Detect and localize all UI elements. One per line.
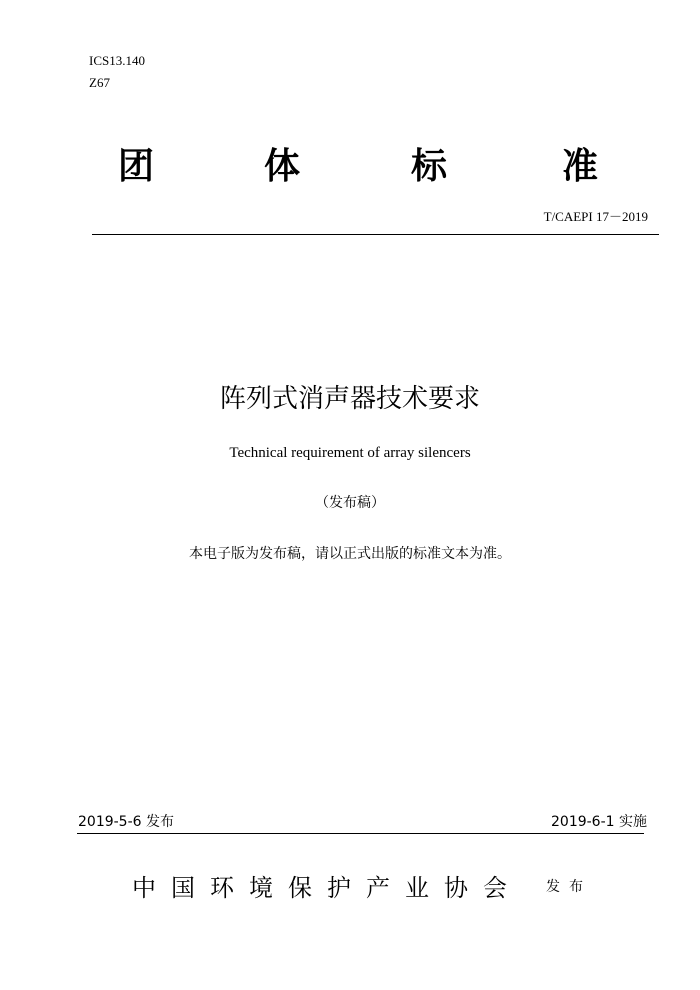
standard-type-heading	[0, 138, 700, 187]
standard-type-char-2: 体	[264, 146, 301, 187]
document-title-english: Technical requirement of array silencers	[229, 445, 471, 461]
standard-number: T/CAEPI 17－2019	[543, 209, 648, 224]
standard-type-char-1: 团	[118, 146, 155, 187]
classification-code: Z67	[89, 75, 110, 90]
footer-divider	[77, 833, 644, 834]
issuing-organization: 中国环境保护产业协会	[132, 874, 522, 902]
standard-type-char-4: 准	[562, 146, 599, 187]
ics-code: ICS13.140	[89, 53, 145, 68]
draft-status-label: （发布稿）	[315, 495, 385, 511]
header-divider	[92, 234, 659, 235]
standard-type-char-3: 标	[411, 146, 448, 187]
document-title-chinese: 阵列式消声器技术要求	[219, 384, 480, 414]
publication-notice: 本电子版为发布稿，请以正式出版的标准文本为准。	[189, 546, 511, 562]
issue-date: 2019-5-6 发布	[78, 814, 174, 830]
implementation-date: 2019-6-1 实施	[551, 814, 647, 830]
issue-label: 发布	[546, 879, 592, 895]
